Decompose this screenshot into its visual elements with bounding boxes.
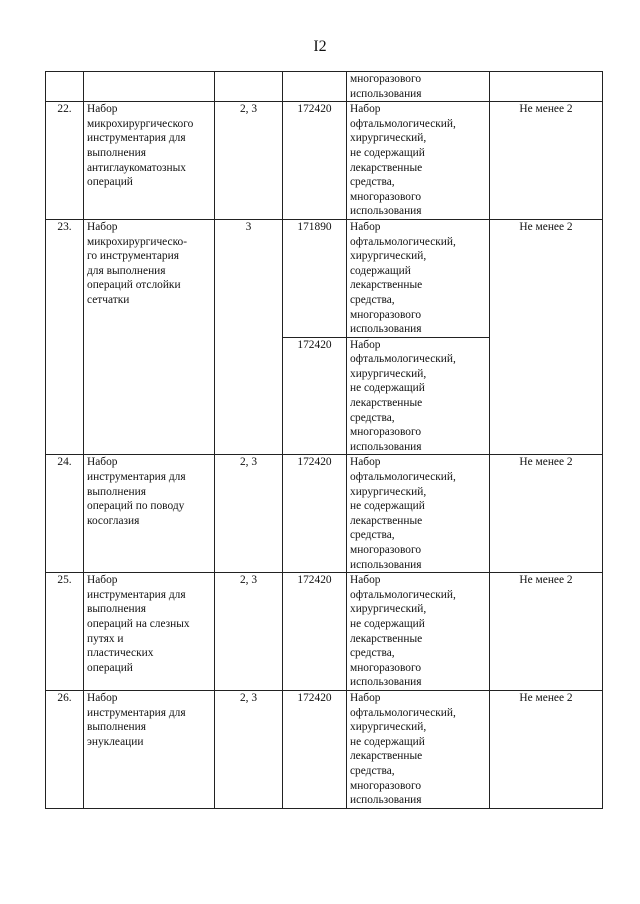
text-line: антиглаукоматозных — [87, 161, 186, 174]
text-line: многоразового — [350, 190, 422, 203]
cell-description — [347, 573, 490, 691]
table-row — [46, 102, 603, 220]
text-line: использования — [350, 440, 422, 453]
text-line: хирургический, — [350, 721, 427, 734]
text-line: многоразового — [350, 779, 422, 792]
text-line: средства, — [350, 176, 395, 189]
text-line: использования — [350, 558, 422, 571]
cell-code: 171890 — [283, 219, 347, 337]
cell-code: 172420 — [283, 337, 347, 455]
text-line: сетчатки — [87, 293, 130, 306]
text-line: инструментария для — [87, 471, 186, 484]
cell-name — [84, 690, 215, 808]
text-line: использования — [350, 676, 422, 689]
cell-group: 2, 3 — [215, 102, 283, 220]
text-line: лекарственные — [350, 750, 423, 763]
text-line: средства, — [350, 647, 395, 660]
cell-code: 172420 — [283, 455, 347, 573]
cell-num: 22. — [46, 102, 84, 220]
text-line: офтальмологический, — [350, 588, 456, 601]
text-line: многоразового — [350, 661, 422, 674]
text-line: Набор — [87, 220, 118, 233]
text-line: использования — [350, 87, 422, 100]
text-line: косоглазия — [87, 514, 140, 527]
text-line: многоразового — [350, 544, 422, 556]
text-line: использования — [350, 323, 422, 336]
table-row — [46, 455, 603, 573]
text-line: средства, — [350, 293, 395, 306]
text-line: для выполнения — [87, 264, 166, 277]
text-line: средства, — [350, 411, 395, 424]
text-line: Набор — [350, 220, 381, 233]
text-line: операций — [87, 176, 133, 189]
text-line: лекарственные — [350, 632, 423, 645]
cell-group: 2, 3 — [215, 455, 283, 573]
cell-quantity: Не менее 2 — [490, 573, 603, 691]
text-line: Набор — [87, 691, 118, 704]
text-line: Набор — [87, 574, 118, 587]
text-line: го инструментария — [87, 250, 179, 263]
text-line: операций на слезных — [87, 617, 190, 630]
table-row — [46, 219, 603, 337]
text-line: хирургический, — [350, 603, 427, 616]
text-line: средства, — [350, 529, 395, 542]
text-line: Набор — [350, 456, 381, 469]
cell-description — [347, 455, 490, 573]
text-line: средства, — [350, 764, 395, 777]
text-line: хирургический, — [350, 485, 427, 498]
cell-num: 25. — [46, 573, 84, 691]
text-line: Набор — [350, 691, 381, 704]
cell-num — [46, 72, 84, 102]
cell-description — [347, 690, 490, 808]
text-line: энуклеации — [87, 735, 144, 748]
cell-description — [347, 337, 490, 455]
text-line: Набор — [87, 103, 118, 116]
cell-quantity — [490, 72, 603, 102]
table-row — [46, 690, 603, 808]
cell-code: 172420 — [283, 102, 347, 220]
text-line: офтальмологический, — [350, 235, 456, 248]
equipment-table — [45, 71, 603, 809]
text-line: операций по поводу — [87, 500, 185, 513]
cell-quantity: Не менее 2 — [490, 690, 603, 808]
text-line: офтальмологический, — [350, 471, 456, 484]
text-line: микрохирургического — [87, 117, 194, 130]
cell-group: 2, 3 — [215, 573, 283, 691]
cell-name — [84, 573, 215, 691]
text-line: Набор — [350, 338, 381, 351]
text-line: инструментария для — [87, 706, 186, 719]
cell-num: 24. — [46, 455, 84, 573]
text-line: лекарственные — [350, 397, 423, 410]
text-line: многоразового — [350, 308, 422, 321]
text-line: операций — [87, 661, 133, 674]
cell-num: 26. — [46, 690, 84, 808]
cell-quantity: Не менее 2 — [490, 455, 603, 573]
text-line: многоразового — [350, 426, 422, 439]
table-row-continuation — [46, 72, 603, 102]
text-line: многоразового — [350, 73, 422, 85]
text-line: инструментария для — [87, 588, 186, 601]
text-line: использования — [350, 205, 422, 218]
text-line: хирургический, — [350, 132, 427, 145]
cell-description — [347, 102, 490, 220]
text-line: хирургический, — [350, 250, 427, 263]
text-line: микрохирургическо- — [87, 235, 188, 248]
text-line: не содержащий — [350, 382, 425, 395]
cell-quantity: Не менее 2 — [490, 219, 603, 455]
text-line: Набор — [350, 103, 381, 116]
table-row — [46, 573, 603, 691]
text-line: лекарственные — [350, 161, 423, 174]
text-line: операций отслойки — [87, 279, 181, 292]
text-line: не содержащий — [350, 735, 425, 748]
text-line: выполнения — [87, 146, 146, 159]
cell-name — [84, 219, 215, 455]
cell-description — [347, 219, 490, 337]
text-line: не содержащий — [350, 617, 425, 630]
text-line: выполнения — [87, 721, 146, 734]
text-line: пластических — [87, 647, 154, 660]
text-line: путях и — [87, 632, 124, 645]
text-line: выполнения — [87, 603, 146, 616]
cell-code — [283, 72, 347, 102]
text-line: содержащий — [350, 264, 411, 277]
text-line: офтальмологический, — [350, 706, 456, 719]
cell-name — [84, 455, 215, 573]
text-line: Набор — [87, 456, 118, 469]
cell-name — [84, 72, 215, 102]
cell-name — [84, 102, 215, 220]
cell-code: 172420 — [283, 573, 347, 691]
text-line: не содержащий — [350, 146, 425, 159]
text-line: Набор — [350, 574, 381, 587]
page-number: I2 — [313, 38, 327, 55]
text-line: использования — [350, 794, 422, 807]
text-line: не содержащий — [350, 500, 425, 513]
text-line: лекарственные — [350, 279, 423, 292]
text-line: хирургический, — [350, 367, 427, 380]
cell-group — [215, 72, 283, 102]
cell-description — [347, 72, 490, 102]
cell-quantity: Не менее 2 — [490, 102, 603, 220]
text-line: офтальмологический, — [350, 117, 456, 130]
text-line: лекарственные — [350, 514, 423, 527]
cell-num: 23. — [46, 219, 84, 455]
cell-code: 172420 — [283, 690, 347, 808]
text-line: офтальмологический, — [350, 353, 456, 366]
cell-group: 2, 3 — [215, 690, 283, 808]
text-line: инструментария для — [87, 132, 186, 145]
text-line: выполнения — [87, 485, 146, 498]
cell-group: 3 — [215, 219, 283, 455]
